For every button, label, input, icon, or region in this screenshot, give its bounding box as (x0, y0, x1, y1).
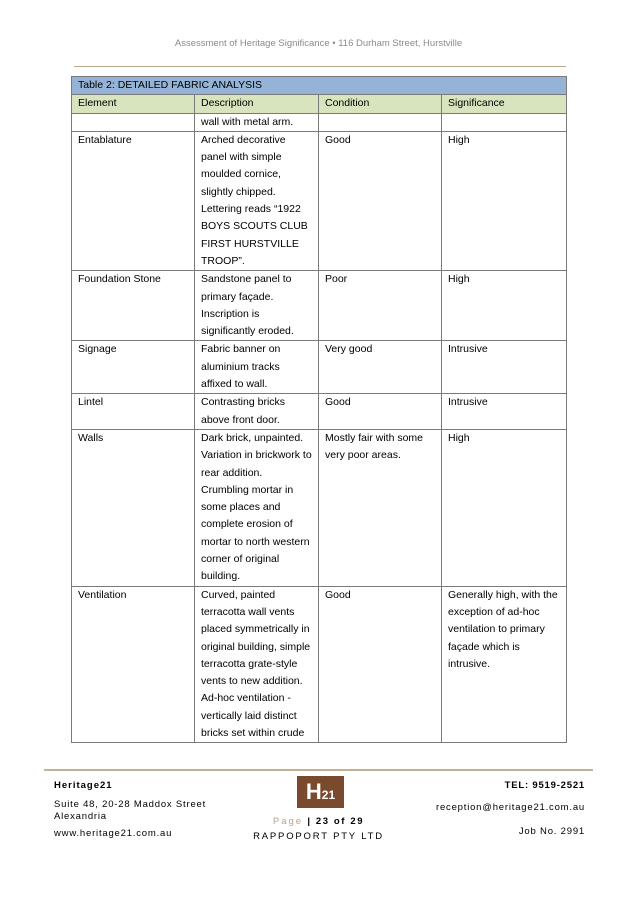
cell-significance: High (442, 271, 567, 341)
logo-letter: H (305, 779, 322, 804)
table-row (72, 341, 567, 394)
footer-divider (44, 769, 593, 771)
cell-condition: Good (319, 586, 442, 743)
table-row (72, 271, 567, 341)
logo-number: 21 (321, 788, 336, 802)
cell-description: Fabric banner on aluminium tracks affixed to wall. (195, 341, 319, 394)
footer-address-line1: Suite 48, 20-28 Maddox Street (54, 799, 207, 810)
column-header-significance: Significance (442, 95, 567, 113)
column-header-description: Description (195, 95, 319, 113)
cell-description: Contrasting bricks above front door. (195, 394, 319, 430)
cell-element: Ventilation (72, 586, 195, 743)
page-current: 23 (315, 816, 330, 827)
cell-element: Lintel (72, 394, 195, 430)
footer-job-number: Job No. 2991 (518, 826, 585, 837)
fabric-analysis-table (71, 76, 567, 743)
cell-condition: Good (319, 131, 442, 270)
table-row (72, 113, 567, 131)
cell-significance (442, 113, 567, 131)
table-row (72, 131, 567, 270)
cell-condition: Very good (319, 341, 442, 394)
header-divider (74, 66, 566, 67)
heritage21-logo (297, 776, 344, 808)
cell-condition: Good (319, 394, 442, 430)
cell-element: Foundation Stone (72, 271, 195, 341)
cell-description: Curved, painted terracotta wall vents placed symmetrically in original building, simple terracotta grate-style vents to new addition. Ad-hoc ventilation - vertically laid distinct bricks set within crude (195, 586, 319, 743)
footer-email: reception@heritage21.com.au (435, 802, 585, 813)
table-title: Table 2: DETAILED FABRIC ANALYSIS (72, 77, 567, 95)
cell-element: Signage (72, 341, 195, 394)
cell-element (72, 113, 195, 131)
page-total: 29 (350, 816, 365, 827)
cell-element: Entablature (72, 131, 195, 270)
table-row (72, 429, 567, 586)
cell-condition: Mostly fair with some very poor areas. (319, 429, 442, 586)
cell-condition: Poor (319, 271, 442, 341)
column-header-element: Element (72, 95, 195, 113)
cell-significance: Intrusive (442, 394, 567, 430)
running-header: Assessment of Heritage Significance • 116 Durham Street, Hurstville (174, 38, 463, 49)
footer-website: www.heritage21.com.au (54, 828, 173, 839)
footer-telephone: TEL: 9519-2521 (504, 780, 585, 791)
table-header-row (72, 95, 567, 113)
cell-element: Walls (72, 429, 195, 586)
column-header-condition: Condition (319, 95, 442, 113)
cell-significance: High (442, 429, 567, 586)
cell-description: Sandstone panel to primary façade. Inscription is significantly eroded. (195, 271, 319, 341)
page-separator: | (307, 816, 312, 827)
table-title-row (72, 77, 567, 95)
cell-description: wall with metal arm. (195, 113, 319, 131)
table-row (72, 394, 567, 430)
page-of: of (333, 816, 347, 827)
table-row (72, 586, 567, 743)
cell-significance: Generally high, with the exception of ad-hoc ventilation to primary façade which is intrusive. (442, 586, 567, 743)
cell-description: Dark brick, unpainted. Variation in brickwork to rear addition. Crumbling mortar in some places and complete erosion of mortar to north western corner of original building. (195, 429, 319, 586)
cell-condition (319, 113, 442, 131)
footer-address-line2: Alexandria (54, 811, 107, 822)
cell-significance: High (442, 131, 567, 270)
cell-significance: Intrusive (442, 341, 567, 394)
footer-legal-name: RAPPOPORT PTY LTD (253, 831, 384, 842)
footer-company-name: Heritage21 (54, 780, 113, 791)
cell-description: Arched decorative panel with simple moulded cornice, slightly chipped. Lettering reads “1922 BOYS SCOUTS CLUB FIRST HURSTVILLE TROOP”. (195, 131, 319, 270)
page-label: Page (272, 816, 304, 827)
